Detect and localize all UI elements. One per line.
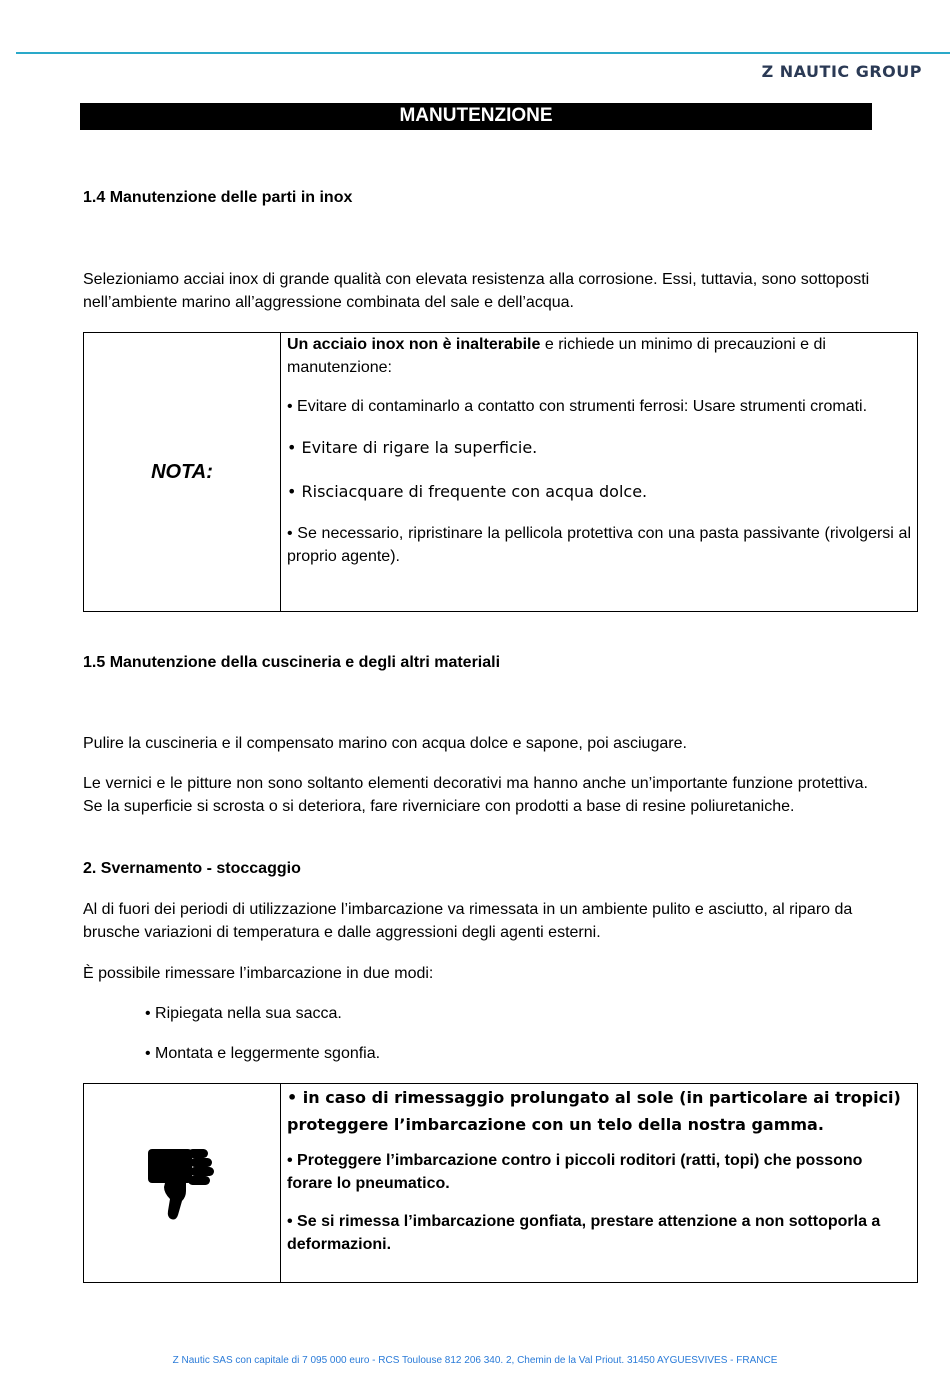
note-item: • Evitare di rigare la superficie. (287, 438, 538, 457)
storage-options-list (145, 1002, 845, 1065)
footer-company-info: Z Nautic SAS con capitale di 7 095 000 euro - RCS Toulouse 812 206 340. 2, Chemin de la Val Priout. 31450 AYGUESVIVES - FRANCE (172, 1355, 778, 1366)
note-intro (287, 333, 911, 379)
warning-icon-cell (84, 1084, 281, 1282)
section-1-4-paragraph: Selezioniamo acciai inox di grande qualità con elevata resistenza alla corrosione. Essi, tuttavia, sono sottoposti nell’ambiente marino all’aggressione combinata del sale e dell’acqua. (83, 271, 870, 311)
note-content-cell (281, 333, 917, 611)
page-title: MANUTENZIONE (80, 103, 872, 130)
section-1-4-heading: 1.4 Manutenzione delle parti in inox (83, 189, 353, 206)
note-item: • Evitare di contaminarlo a contatto con strumenti ferrosi: Usare strumenti cromati. (287, 398, 868, 415)
warning-item: • Se si rimessa l’imbarcazione gonfiata, prestare attenzione a non sottoporla a deformazioni. (287, 1213, 881, 1253)
warning-box (83, 1083, 918, 1283)
warning-item: • Proteggere l’imbarcazione contro i piccoli roditori (ratti, topi) che possono forare lo pneumatico. (287, 1152, 863, 1192)
section-2-paragraph-2: È possibile rimessare l’imbarcazione in due modi: (83, 965, 434, 982)
note-box (83, 332, 918, 612)
note-label: NOTA: (151, 460, 213, 483)
note-intro-bold: Un acciaio inox non è inalterabile (287, 336, 541, 353)
brand-logo-text: Z NAUTIC GROUP (761, 62, 922, 81)
list-item: • Ripiegata nella sua sacca. (145, 1005, 342, 1022)
note-intro-rest: e richiede un minimo di precauzioni e di manutenzione: (287, 336, 826, 376)
section-1-5-heading: 1.5 Manutenzione della cuscineria e degli altri materiali (83, 654, 501, 671)
note-item: • Risciacquare di frequente con acqua dolce. (287, 482, 648, 501)
warning-content-cell (281, 1084, 917, 1282)
warning-item: • in caso di rimessaggio prolungato al sole (in particolare ai tropici) proteggere l’imbarcazione con un telo della nostra gamma. (287, 1088, 901, 1134)
section-2-paragraph-1: Al di fuori dei periodi di utilizzazione l’imbarcazione va rimessata in un ambiente pulito e asciutto, al riparo da brusche variazioni di temperatura e dalle aggressioni degli agenti esterni. (83, 901, 853, 941)
note-item: • Se necessario, ripristinare la pellicola protettiva con una pasta passivante (rivolgersi al proprio agente). (287, 525, 911, 565)
list-item: • Montata e leggermente sgonfia. (145, 1045, 381, 1062)
thumbs-down-icon (142, 1143, 222, 1223)
section-2-heading: 2. Svernamento - stoccaggio (83, 860, 301, 877)
header-rule (16, 52, 950, 54)
note-label-cell (84, 333, 281, 611)
section-1-5-paragraph-2: Le vernici e le pitture non sono soltanto elementi decorativi ma hanno anche un’importante funzione protettiva. Se la superficie si scrosta o si deteriora, fare riverniciare con prodotti a base di resine poliuretaniche. (83, 775, 868, 815)
section-1-5-paragraph-1: Pulire la cuscineria e il compensato marino con acqua dolce e sapone, poi asciugare. (83, 735, 687, 752)
